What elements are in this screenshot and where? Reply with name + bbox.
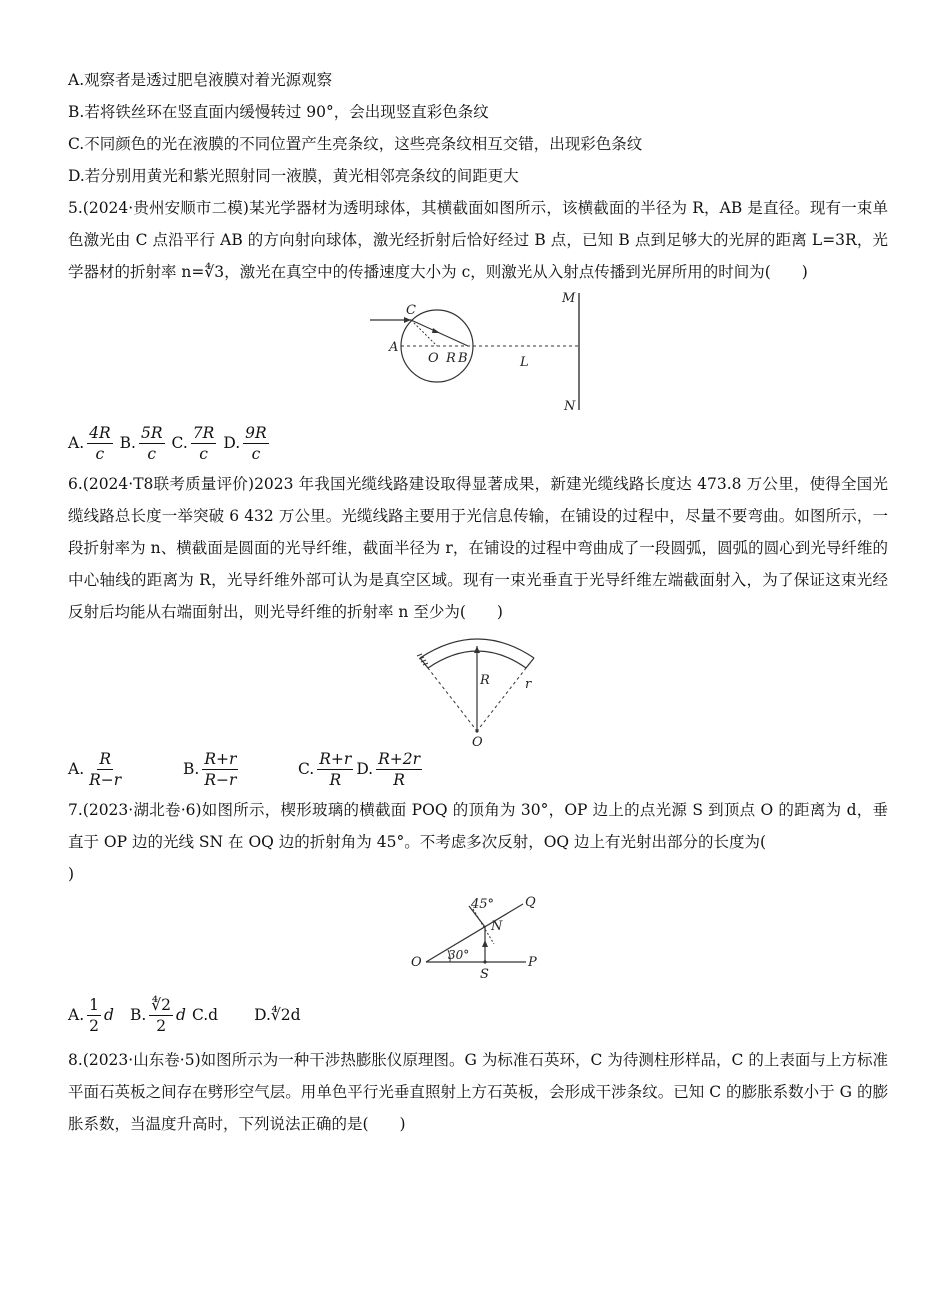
- q5-label-r: R: [446, 351, 456, 366]
- q7-label-p: P: [528, 955, 537, 970]
- q4-option-d: D.若分别用黄光和紫光照射同一液膜，黄光相邻亮条纹的间距更大: [68, 167, 519, 185]
- q6-label-o: O: [472, 735, 483, 750]
- q5-label-m: M: [562, 291, 576, 306]
- q7-options: [68, 990, 888, 1040]
- q6-label-r-big: R: [480, 673, 490, 688]
- q7-option-c[interactable]: C.d: [191, 1006, 219, 1024]
- q7-stem: 7.(2023·湖北卷·6)如图所示，楔形玻璃的横截面 POQ 的顶角为 30°，OP 边上的点光源 S 到顶点 O 的距离为 d，垂直于 OP 边的光线 SN 在 OQ 边的折射角为 45°。不考虑多次反射，OQ 边上有光射出部分的长度为(: [68, 801, 888, 851]
- q6-fiber-diagram: [68, 628, 888, 750]
- q7-label-30: 30°: [448, 948, 470, 962]
- q6-figure: [68, 628, 888, 750]
- q6-option-a[interactable]: A. $\frac{R}{R-r}$: [68, 749, 122, 789]
- q4-option-a: A.观察者是透过肥皂液膜对着光源观察: [68, 71, 333, 89]
- q5-figure: [68, 288, 888, 418]
- q5-sphere-diagram: [68, 288, 888, 418]
- q8-stem: 8.(2023·山东卷·5)如图所示为一种干涉热膨胀仪原理图。G 为标准石英环，C 为待测柱形样品，C 的上表面与上方标准平面石英板之间存在劈形空气层。用单色平行光垂直照射上方石英板，会形成干涉条纹。已知 C 的膨胀系数小于 G 的膨胀系数，当温度升高时，下列说法正确的是( ): [68, 1051, 888, 1133]
- q5-label-o: O: [428, 351, 439, 366]
- q6-stem: 6.(2024·T8联考质量评价)2023 年我国光缆线路建设取得显著成果，新建光缆线路长度达 473.8 万公里，使得全国光缆线路总长度一举突破 6 432 万公里。光缆线路主要用于光信息传输，在铺设的过程中，尽量不要弯曲。如图所示，一段折射率为 n、横截面是圆面的光导纤维，截面半径为 r，在铺设的过程中弯曲成了一段圆弧，圆弧的圆心到光导纤维的中心轴线的距离为 R，光导纤维外部可认为是真空区域。现有一束光垂直于光导纤维左端截面射入，为了保证这束光经反射后均能从右端面射出，则光导纤维的折射率 n 至少为( ): [68, 475, 888, 621]
- q7-wedge-diagram: [68, 890, 888, 990]
- q7-option-d[interactable]: D.∜2d: [254, 1006, 301, 1024]
- q7-label-n: N: [491, 919, 503, 934]
- q7-label-o: O: [411, 955, 422, 970]
- q7-stem-tail: ): [68, 865, 75, 883]
- q5-label-l: L: [520, 355, 529, 370]
- q5-option-b[interactable]: B. $\frac{5R}{c}$: [119, 423, 163, 463]
- q6-option-d[interactable]: D. $\frac{R+2r}{R}$: [356, 749, 421, 789]
- q6-option-b[interactable]: B. $\frac{R+r}{R-r}$: [183, 749, 237, 789]
- q6-options: [68, 744, 888, 794]
- q5-options: [68, 418, 888, 468]
- q7-figure: [68, 890, 888, 990]
- q4-option-b: B.若将铁丝环在竖直面内缓慢转过 90°，会出现竖直彩色条纹: [68, 103, 489, 121]
- q5-option-a[interactable]: A. $\frac{4R}{c}$: [68, 423, 111, 463]
- q7-label-q: Q: [525, 895, 536, 910]
- q5-label-n: N: [564, 399, 576, 414]
- q5-label-b: B: [458, 351, 468, 366]
- q6-left-radius: [424, 663, 477, 731]
- document-page: [68, 64, 888, 1140]
- q6-label-r-small: r: [525, 677, 532, 692]
- q7-label-s: S: [480, 967, 489, 982]
- q7-label-45: 45°: [471, 897, 495, 912]
- q5-label-c: C: [406, 303, 416, 318]
- q7-option-b[interactable]: B. $\frac{∜2}{2}$ d: [129, 995, 186, 1035]
- q6-option-c[interactable]: C. $\frac{R+r}{R}$: [298, 749, 352, 789]
- q5-option-c[interactable]: C. $\frac{7R}{c}$: [171, 423, 215, 463]
- q5-label-a: A: [389, 340, 399, 355]
- q4-option-c: C.不同颜色的光在液膜的不同位置产生亮条纹，这些亮条纹相互交错，出现彩色条纹: [68, 135, 643, 153]
- q5-stem: 5.(2024·贵州安顺市二模)某光学器材为透明球体，其横截面如图所示，该横截面的半径为 R，AB 是直径。现有一束单色激光由 C 点沿平行 AB 的方向射向球体，激光经折射后恰好经过 B 点，已知 B 点到足够大的光屏的距离 L=3R，光学器材的折射率 n=∜3，激光在真空中的传播速度大小为 c，则激光从入射点传播到光屏所用的时间为( ): [68, 199, 888, 281]
- q7-option-a[interactable]: A. $\frac{1}{2}$ d: [68, 995, 114, 1035]
- q5-option-d[interactable]: D. $\frac{9R}{c}$: [223, 423, 267, 463]
